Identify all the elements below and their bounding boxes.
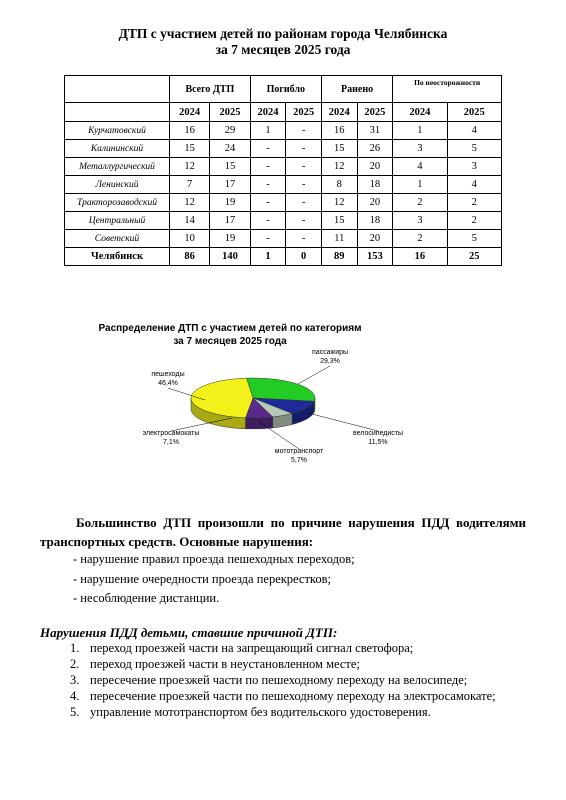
value-cell: 18 [357, 176, 393, 194]
value-cell: 17 [210, 212, 250, 230]
value-cell: - [250, 194, 286, 212]
value-cell: - [286, 122, 322, 140]
value-cell: 12 [170, 194, 210, 212]
value-cell: 89 [321, 248, 357, 266]
slice-name-label: электросамокаты [142, 430, 200, 437]
value-cell: - [286, 176, 322, 194]
value-cell: 140 [210, 248, 250, 266]
year-header: 2025 [447, 103, 501, 122]
slice-value-label: 29,3% [320, 358, 340, 365]
value-cell: 18 [357, 212, 393, 230]
leader-line [308, 413, 378, 431]
district-name-cell: Центральный [65, 212, 170, 230]
group-header: Ранено [321, 76, 392, 103]
value-cell: 16 [321, 122, 357, 140]
list-number: 5. [70, 705, 80, 719]
year-header: 2024 [170, 103, 210, 122]
value-cell: 17 [210, 176, 250, 194]
pie-slice-0 [247, 378, 315, 401]
main-paragraph: Большинство ДТП произошли по причине нарушения ПДД водителями транспортных средств. Основные нарушения: [40, 515, 526, 549]
value-cell: 153 [357, 248, 393, 266]
title-line-2: за 7 месяцев 2025 года [215, 42, 351, 57]
kids-violations-title: Нарушения ПДД детьми, ставшие причиной ДТП: [40, 625, 338, 640]
list-text: пересечение проезжей части по пешеходному переходу на велосипеде; [90, 673, 468, 687]
list-text: переход проезжей части на запрещающий сигнал светофора; [90, 641, 414, 655]
leader-line [298, 366, 330, 384]
value-cell: 15 [321, 140, 357, 158]
value-cell: 11 [321, 230, 357, 248]
corner-cell [65, 76, 170, 103]
value-cell: 8 [321, 176, 357, 194]
district-name-cell: Металлургический [65, 158, 170, 176]
value-cell: - [286, 230, 322, 248]
value-cell: 86 [170, 248, 210, 266]
list-text: переход проезжей части в неустановленном месте; [90, 657, 360, 671]
kids-violations-list [40, 640, 526, 720]
value-cell: - [250, 230, 286, 248]
table-row [65, 212, 502, 230]
category-pie-chart [0, 340, 566, 480]
value-cell: - [250, 140, 286, 158]
value-cell: 1 [393, 122, 447, 140]
group-header: Погибло [250, 76, 321, 103]
value-cell: - [250, 176, 286, 194]
value-cell: 24 [210, 140, 250, 158]
slice-name-label: велосипедисты [352, 430, 404, 437]
list-item [40, 688, 526, 704]
value-cell: 1 [250, 122, 286, 140]
value-cell: 4 [447, 176, 501, 194]
value-cell: 2 [393, 230, 447, 248]
value-cell: 31 [357, 122, 393, 140]
value-cell: 12 [321, 194, 357, 212]
value-cell: 15 [170, 140, 210, 158]
value-cell: 16 [393, 248, 447, 266]
slice-value-label: 7,1% [163, 439, 179, 446]
value-cell: 16 [170, 122, 210, 140]
table-row [65, 230, 502, 248]
slice-value-label: 5,7% [291, 457, 307, 464]
value-cell: 19 [210, 194, 250, 212]
table-row [65, 158, 502, 176]
value-cell: 1 [250, 248, 286, 266]
table-header-groups [65, 76, 502, 103]
value-cell: 1 [393, 176, 447, 194]
list-text: управление мототранспортом без водительского удостоверения. [90, 705, 431, 719]
title-line-1: ДТП с участием детей по районам города Челябинска [118, 26, 448, 41]
value-cell: 3 [447, 158, 501, 176]
value-cell: 0 [286, 248, 322, 266]
slice-name-label: мототранспорт [274, 448, 324, 455]
group-header: Всего ДТП [170, 76, 251, 103]
total-row [65, 248, 502, 266]
value-cell: 19 [210, 230, 250, 248]
table-row [65, 140, 502, 158]
violation-item: - нарушение правил проезда пешеходных переходов; [73, 552, 355, 566]
year-header: 2025 [286, 103, 322, 122]
value-cell: 5 [447, 230, 501, 248]
value-cell: 4 [447, 122, 501, 140]
list-number: 4. [70, 689, 80, 703]
list-item [40, 656, 526, 672]
district-name-cell: Ленинский [65, 176, 170, 194]
district-name-cell: Советский [65, 230, 170, 248]
value-cell: - [286, 194, 322, 212]
value-cell: 3 [393, 212, 447, 230]
value-cell: 4 [393, 158, 447, 176]
table-row [65, 122, 502, 140]
table-row [65, 194, 502, 212]
value-cell: 10 [170, 230, 210, 248]
value-cell: 15 [321, 212, 357, 230]
year-header: 2024 [393, 103, 447, 122]
table-header-years [65, 103, 502, 122]
value-cell: 20 [357, 230, 393, 248]
value-cell: 25 [447, 248, 501, 266]
violation-item: - несоблюдение дистанции. [73, 591, 220, 605]
document-title [0, 26, 566, 58]
value-cell: 14 [170, 212, 210, 230]
district-name-cell: Курчатовский [65, 122, 170, 140]
value-cell: 2 [447, 194, 501, 212]
pie-slice-side [245, 417, 272, 429]
value-cell: 3 [393, 140, 447, 158]
value-cell: 20 [357, 194, 393, 212]
chart-title-line-1: Распределение ДТП с участием детей по категориям [98, 323, 362, 334]
value-cell: 5 [447, 140, 501, 158]
district-name-cell: Челябинск [65, 248, 170, 266]
value-cell: - [250, 212, 286, 230]
list-item [40, 640, 526, 656]
slice-name-label: пассажиры [311, 349, 349, 356]
slice-value-label: 11,5% [368, 439, 388, 446]
value-cell: 12 [170, 158, 210, 176]
value-cell: 2 [447, 212, 501, 230]
year-header: 2025 [357, 103, 393, 122]
value-cell: 12 [321, 158, 357, 176]
value-cell: 26 [357, 140, 393, 158]
list-number: 2. [70, 657, 80, 671]
district-name-cell: Тракторозаводский [65, 194, 170, 212]
value-cell: 20 [357, 158, 393, 176]
value-cell: 2 [393, 194, 447, 212]
slice-value-label: 46,4% [158, 380, 178, 387]
table-row [65, 176, 502, 194]
district-stats-table [64, 75, 502, 266]
value-cell: - [286, 140, 322, 158]
corner-cell [65, 103, 170, 122]
value-cell: 15 [210, 158, 250, 176]
chart-title-line-2: за 7 месяцев 2025 года [173, 336, 287, 347]
list-number: 1. [70, 641, 80, 655]
value-cell: - [286, 158, 322, 176]
slice-name-label: пешеходы [151, 371, 185, 378]
value-cell: 29 [210, 122, 250, 140]
violation-item: - нарушение очередности проезда перекрестков; [73, 572, 331, 586]
value-cell: - [250, 158, 286, 176]
list-item [40, 704, 526, 720]
value-cell: 7 [170, 176, 210, 194]
list-text: пересечение проезжей части по пешеходному переходу на электросамокате; [90, 689, 496, 703]
list-item [40, 672, 526, 688]
year-header: 2024 [250, 103, 286, 122]
group-header: По неосторожности [393, 76, 502, 103]
list-number: 3. [70, 673, 80, 687]
year-header: 2025 [210, 103, 250, 122]
district-name-cell: Калининский [65, 140, 170, 158]
year-header: 2024 [321, 103, 357, 122]
value-cell: - [286, 212, 322, 230]
